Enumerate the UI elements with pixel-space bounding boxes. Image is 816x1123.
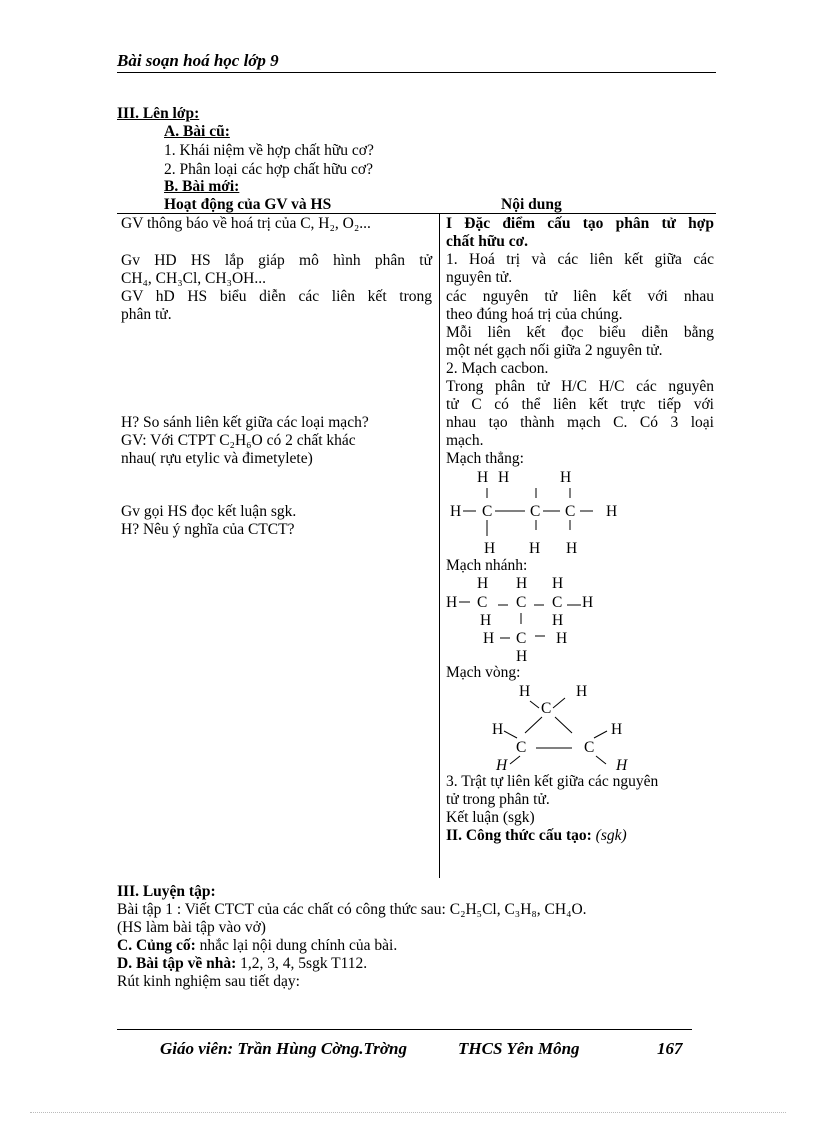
atom-c: C (516, 594, 527, 611)
left-line: H? So sánh liên kết giữa các loại mạch? (121, 414, 369, 431)
header-rule (117, 72, 716, 73)
right-line: nhau tạo thành mạch C. Có 3 loại (446, 414, 714, 431)
footer-teacher: Giáo viên: Trần Hùng Cờng.Trờng (160, 1039, 407, 1058)
consolidation-line: C. Củng cố: nhắc lại nội dung chính của bài. (117, 937, 398, 954)
atom-h: H (616, 757, 628, 774)
left-line: H? Nêu ý nghĩa của CTCT? (121, 521, 295, 538)
atom-c: C (516, 739, 527, 756)
atom-h: H (492, 721, 504, 738)
atom-h: H (519, 683, 531, 700)
atom-c: C (584, 739, 595, 756)
bond-line (530, 701, 539, 708)
branched-chain-formula (440, 572, 630, 664)
right-line: mạch. (446, 432, 484, 449)
footer-school: THCS Yên Mông (458, 1039, 580, 1058)
atom-c: C (477, 594, 488, 611)
experience-line: Rút kinh nghiệm sau tiết dạy: (117, 973, 300, 990)
structural-formula-line: II. Công thức cấu tạo: (sgk) (446, 827, 627, 844)
atom-h: H (611, 721, 623, 738)
left-line: GV: Với CTPT C₂H₆O có 2 chất khác (121, 432, 356, 449)
new-lesson-heading: B. Bài mới: (164, 178, 240, 195)
old-lesson-question-1: 1. Khái niệm về hợp chất hữu cơ? (164, 142, 374, 159)
atom-h: H (560, 469, 572, 486)
atom-h: H (516, 575, 528, 592)
right-line: các nguyên tử liên kết với nhau (446, 288, 714, 305)
section-heading: III. Lên lớp: (117, 105, 200, 122)
atom-h: H (496, 757, 508, 774)
atom-h: H (529, 540, 541, 557)
atom-c: C (516, 630, 527, 647)
right-line: 2. Mạch cacbon. (446, 360, 549, 377)
bond-line (594, 731, 607, 738)
table-header-rule (117, 213, 716, 214)
document-header-title: Bài soạn hoá học lớp 9 (117, 51, 279, 70)
footer-rule (117, 1029, 692, 1030)
practice-note: (HS làm bài tập vào vở) (117, 919, 266, 936)
left-column-header: Hoạt động của GV và HS (164, 196, 332, 213)
right-line: Trong phân tử H/C H/C các nguyên (446, 378, 714, 395)
atom-c: C (482, 503, 493, 520)
atom-h: H (566, 540, 578, 557)
left-line: Gv HD HS lắp giáp mô hình phân tử (121, 252, 432, 269)
footer-page-number: 167 (657, 1039, 683, 1058)
right-line: Kết luận (sgk) (446, 809, 535, 826)
left-line: CH₄, CH₃Cl, CH₃OH... (121, 270, 266, 287)
right-column-header: Nội dung (501, 196, 562, 213)
ring-chain-formula (440, 680, 630, 775)
bond-line (510, 756, 520, 764)
atom-h: H (552, 612, 564, 629)
atom-h: H (516, 648, 528, 664)
atom-h: H (576, 683, 588, 700)
right-line: 1. Hoá trị và các liên kết giữa các (446, 251, 714, 268)
left-line: nhau( rựu etylic và đimetylete) (121, 450, 313, 467)
atom-h: H (483, 630, 495, 647)
old-lesson-heading: A. Bài cũ: (164, 123, 230, 140)
branched-chain-label: Mạch nhánh: (446, 557, 528, 574)
page-bottom-border (30, 1112, 786, 1113)
straight-chain-formula (440, 464, 630, 559)
atom-c: C (565, 503, 576, 520)
atom-h: H (606, 503, 618, 520)
atom-h: H (552, 575, 564, 592)
right-line: theo đúng hoá trị của chúng. (446, 306, 623, 323)
atom-h: H (480, 612, 492, 629)
bond-line (555, 717, 572, 733)
bond-line (553, 698, 565, 708)
right-heading: chất hữu cơ. (446, 233, 529, 250)
left-line: phân tử. (121, 306, 172, 323)
practice-heading: III. Luyện tập: (117, 883, 216, 900)
right-heading: I Đặc điểm cấu tạo phân tử hợp (446, 215, 714, 232)
right-line: một nét gạch nối giữa 2 nguyên tử. (446, 342, 663, 359)
atom-h: H (484, 540, 496, 557)
right-line: tử trong phân tử. (446, 791, 550, 808)
atom-c: C (541, 700, 552, 717)
atom-h: H (582, 594, 594, 611)
right-line: Mỗi liên kết đọc biểu diễn bằng (446, 324, 714, 341)
homework-line: D. Bài tập về nhà: 1,2, 3, 4, 5sgk T112. (117, 955, 368, 972)
straight-chain-label: Mạch thẳng: (446, 450, 524, 467)
bond-line (504, 731, 517, 738)
left-line: GV thông báo về hoá trị của C, H₂, O₂... (121, 215, 371, 232)
atom-h: H (446, 594, 458, 611)
old-lesson-question-2: 2. Phân loại các hợp chất hữu cơ? (164, 161, 374, 178)
bond-line (596, 756, 606, 764)
bond-line (525, 717, 542, 733)
right-line: tử C có thể liên kết trực tiếp với (446, 396, 714, 413)
ring-chain-label: Mạch vòng: (446, 664, 521, 681)
atom-h: H (477, 575, 489, 592)
atom-c: C (552, 594, 563, 611)
practice-task: Bài tập 1 : Viết CTCT của các chất có công thức sau: C₂H₅Cl, C₃H₈, CH₄O. (117, 901, 587, 918)
atom-c: C (530, 503, 541, 520)
atom-h: H (450, 503, 462, 520)
left-line: GV hD HS biểu diễn các liên kết trong (121, 288, 432, 305)
atom-h: H (556, 630, 568, 647)
atom-h: H (498, 469, 510, 486)
left-line: Gv gọi HS đọc kết luận sgk. (121, 503, 297, 520)
atom-h: H (477, 469, 489, 486)
right-line: 3. Trật tự liên kết giữa các nguyên (446, 773, 659, 790)
right-line: nguyên tử. (446, 269, 513, 286)
